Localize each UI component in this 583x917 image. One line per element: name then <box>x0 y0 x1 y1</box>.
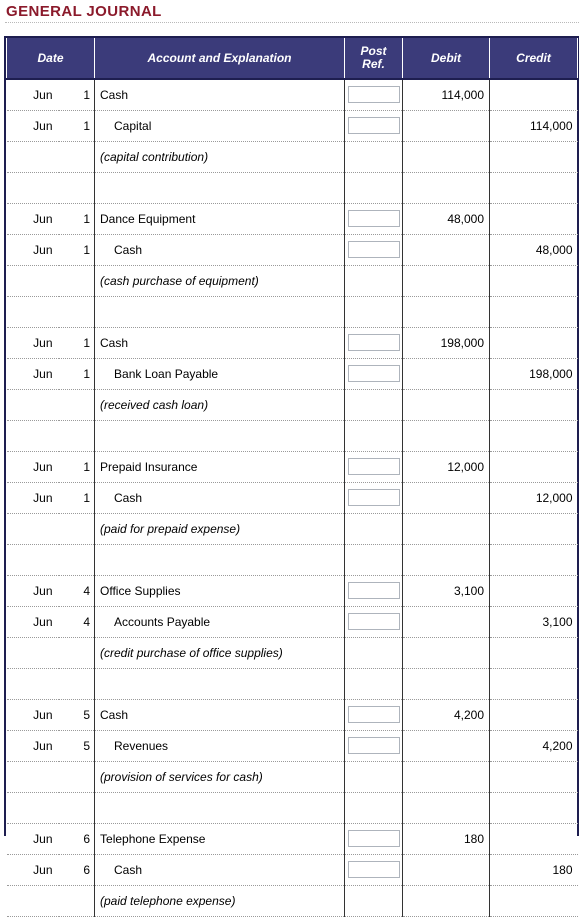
spacer-account <box>95 668 345 699</box>
credit-amount <box>490 79 578 110</box>
post-ref-input[interactable] <box>348 458 400 475</box>
debit-column-header: Debit <box>403 37 490 79</box>
date-month-text: Jun <box>33 862 53 877</box>
post-ref-cell <box>345 482 403 513</box>
debit-line-row <box>7 823 578 854</box>
date-month-empty <box>7 265 59 296</box>
spacer-row <box>7 420 578 451</box>
date-day-text: 5 <box>83 707 91 722</box>
debit-empty <box>403 265 490 296</box>
debit-empty <box>403 141 490 172</box>
date-month-empty <box>7 513 59 544</box>
credit-amount-text: 180 <box>552 862 573 877</box>
date-day-text: 6 <box>83 862 91 877</box>
spacer-post <box>345 420 403 451</box>
post-ref-input[interactable] <box>348 365 400 382</box>
post-ref-cell <box>345 823 403 854</box>
spacer-post <box>345 296 403 327</box>
post-ref-empty <box>345 637 403 668</box>
date-month-empty <box>7 761 59 792</box>
account-name <box>95 823 345 854</box>
title-divider <box>5 22 579 23</box>
account-name-text: Cash <box>100 87 129 102</box>
debit-amount <box>403 482 490 513</box>
account-name-text: Accounts Payable <box>114 614 211 629</box>
date-column-header: Date <box>7 37 95 79</box>
explanation-cell <box>95 141 345 172</box>
date-month <box>7 234 59 265</box>
spacer-credit <box>490 792 578 823</box>
credit-amount <box>490 606 578 637</box>
spacer-month <box>7 296 59 327</box>
spacer-account <box>95 172 345 203</box>
spacer-account <box>95 544 345 575</box>
spacer-credit <box>490 296 578 327</box>
credit-amount <box>490 730 578 761</box>
date-month-text: Jun <box>33 614 53 629</box>
date-day <box>59 854 95 885</box>
spacer-debit <box>403 792 490 823</box>
date-day-text: 6 <box>83 831 91 846</box>
spacer-credit <box>490 668 578 699</box>
account-column-header: Account and Explanation <box>95 37 345 79</box>
date-month <box>7 451 59 482</box>
post-ref-input[interactable] <box>348 861 400 878</box>
debit-amount <box>403 79 490 110</box>
post-ref-input[interactable] <box>348 210 400 227</box>
spacer-account <box>95 296 345 327</box>
spacer-credit <box>490 544 578 575</box>
debit-amount-text: 48,000 <box>447 211 485 226</box>
debit-amount <box>403 699 490 730</box>
credit-empty <box>490 513 578 544</box>
date-day <box>59 358 95 389</box>
debit-line-row <box>7 699 578 730</box>
date-day <box>59 606 95 637</box>
credit-amount <box>490 575 578 606</box>
spacer-row <box>7 668 578 699</box>
debit-amount-text: 114,000 <box>441 87 485 102</box>
spacer-debit <box>403 668 490 699</box>
debit-empty <box>403 389 490 420</box>
debit-amount-text: 12,000 <box>447 459 485 474</box>
post-ref-cell <box>345 606 403 637</box>
post-ref-cell <box>345 451 403 482</box>
debit-amount-text: 180 <box>463 831 485 846</box>
debit-line-row <box>7 79 578 110</box>
explanation-cell <box>95 265 345 296</box>
date-day <box>59 203 95 234</box>
date-day-empty <box>59 761 95 792</box>
account-name <box>95 482 345 513</box>
credit-amount <box>490 854 578 885</box>
date-day-text: 1 <box>83 366 91 381</box>
debit-line-row <box>7 327 578 358</box>
date-month-text: Jun <box>33 738 53 753</box>
credit-amount <box>490 234 578 265</box>
explanation-cell-text: (cash purchase of equipment) <box>100 273 259 288</box>
debit-amount <box>403 730 490 761</box>
debit-amount <box>403 358 490 389</box>
date-day-text: 1 <box>83 87 91 102</box>
debit-line-row <box>7 575 578 606</box>
date-month-text: Jun <box>33 118 53 133</box>
date-day-text: 4 <box>83 614 91 629</box>
account-name <box>95 327 345 358</box>
credit-amount-text: 114,000 <box>530 118 573 133</box>
explanation-cell-text: (paid for prepaid expense) <box>100 521 241 536</box>
spacer-debit <box>403 544 490 575</box>
account-name <box>95 854 345 885</box>
credit-amount-text: 48,000 <box>535 242 573 257</box>
account-name-text: Bank Loan Payable <box>114 366 219 381</box>
credit-amount-text: 3,100 <box>542 614 573 629</box>
journal-title: GENERAL JOURNAL <box>6 3 162 20</box>
post-ref-input[interactable] <box>348 86 400 103</box>
credit-amount <box>490 358 578 389</box>
post-ref-input[interactable] <box>348 489 400 506</box>
account-name <box>95 699 345 730</box>
explanation-row <box>7 513 578 544</box>
date-month-text: Jun <box>33 87 53 102</box>
explanation-cell <box>95 389 345 420</box>
date-day-empty <box>59 389 95 420</box>
spacer-post <box>345 544 403 575</box>
explanation-cell-text: (provision of services for cash) <box>100 769 263 784</box>
post-ref-column-header <box>345 37 403 79</box>
account-name-text: Telephone Expense <box>100 831 206 846</box>
debit-amount-text: 4,200 <box>453 707 485 722</box>
date-month <box>7 606 59 637</box>
credit-empty <box>490 637 578 668</box>
credit-line-row <box>7 854 578 885</box>
journal-body <box>7 79 578 916</box>
date-month <box>7 730 59 761</box>
spacer-day <box>59 172 95 203</box>
post-ref-header-line1: Post <box>360 44 387 58</box>
spacer-day <box>59 544 95 575</box>
credit-line-row <box>7 234 578 265</box>
date-month-text: Jun <box>33 707 53 722</box>
spacer-account <box>95 792 345 823</box>
explanation-row <box>7 389 578 420</box>
post-ref-header-line2: Ref. <box>362 57 385 71</box>
debit-amount-text: 198,000 <box>440 335 485 350</box>
debit-empty <box>403 761 490 792</box>
debit-amount <box>403 203 490 234</box>
date-month-text: Jun <box>33 459 53 474</box>
spacer-credit <box>490 172 578 203</box>
credit-column-header: Credit <box>490 37 578 79</box>
account-name-text: Cash <box>100 335 129 350</box>
date-day-empty <box>59 141 95 172</box>
date-month-empty <box>7 389 59 420</box>
explanation-cell-text: (credit purchase of office supplies) <box>100 645 283 660</box>
explanation-cell <box>95 761 345 792</box>
post-ref-input[interactable] <box>348 241 400 258</box>
account-name-text: Prepaid Insurance <box>100 459 198 474</box>
date-month-text: Jun <box>33 366 53 381</box>
date-month-empty <box>7 885 59 916</box>
account-name-text: Office Supplies <box>100 583 181 598</box>
account-name-text: Revenues <box>114 738 169 753</box>
spacer-day <box>59 420 95 451</box>
post-ref-empty <box>345 141 403 172</box>
explanation-cell-text: (received cash loan) <box>100 397 209 412</box>
account-name <box>95 358 345 389</box>
credit-empty <box>490 761 578 792</box>
spacer-month <box>7 792 59 823</box>
date-month <box>7 854 59 885</box>
debit-amount <box>403 854 490 885</box>
date-day-empty <box>59 265 95 296</box>
credit-amount <box>490 482 578 513</box>
date-day <box>59 730 95 761</box>
explanation-cell <box>95 885 345 916</box>
account-name <box>95 451 345 482</box>
spacer-post <box>345 172 403 203</box>
explanation-cell-text: (capital contribution) <box>100 149 209 164</box>
post-ref-empty <box>345 513 403 544</box>
spacer-credit <box>490 420 578 451</box>
spacer-debit <box>403 172 490 203</box>
explanation-row <box>7 637 578 668</box>
debit-empty <box>403 637 490 668</box>
date-day <box>59 482 95 513</box>
post-ref-input[interactable] <box>348 334 400 351</box>
journal-frame <box>4 36 579 908</box>
spacer-row <box>7 792 578 823</box>
debit-amount <box>403 606 490 637</box>
spacer-row <box>7 296 578 327</box>
date-month-text: Jun <box>33 211 53 226</box>
credit-empty <box>490 885 578 916</box>
post-ref-input[interactable] <box>348 582 400 599</box>
account-name <box>95 730 345 761</box>
date-month <box>7 79 59 110</box>
account-name <box>95 234 345 265</box>
post-ref-input[interactable] <box>348 706 400 723</box>
date-day <box>59 79 95 110</box>
explanation-row <box>7 761 578 792</box>
credit-line-row <box>7 730 578 761</box>
credit-amount <box>490 203 578 234</box>
date-day-text: 1 <box>83 118 91 133</box>
account-name <box>95 203 345 234</box>
account-name <box>95 110 345 141</box>
date-day-text: 5 <box>83 738 91 753</box>
spacer-debit <box>403 420 490 451</box>
explanation-row <box>7 141 578 172</box>
post-ref-cell <box>345 730 403 761</box>
post-ref-input[interactable] <box>348 737 400 754</box>
post-ref-cell <box>345 327 403 358</box>
date-month-text: Jun <box>33 490 53 505</box>
credit-amount-text: 12,000 <box>535 490 573 505</box>
credit-amount <box>490 451 578 482</box>
credit-line-row <box>7 358 578 389</box>
credit-amount <box>490 823 578 854</box>
spacer-day <box>59 668 95 699</box>
post-ref-empty <box>345 265 403 296</box>
date-day <box>59 575 95 606</box>
account-name-text: Cash <box>114 862 143 877</box>
account-name-text: Capital <box>114 118 152 133</box>
post-ref-cell <box>345 110 403 141</box>
explanation-row <box>7 265 578 296</box>
date-month <box>7 699 59 730</box>
explanation-cell <box>95 637 345 668</box>
post-ref-empty <box>345 761 403 792</box>
date-month-empty <box>7 637 59 668</box>
date-month <box>7 327 59 358</box>
date-day-text: 1 <box>83 459 91 474</box>
account-name <box>95 606 345 637</box>
account-name-text: Cash <box>100 707 129 722</box>
post-ref-cell <box>345 854 403 885</box>
post-ref-cell <box>345 699 403 730</box>
post-ref-empty <box>345 389 403 420</box>
spacer-post <box>345 792 403 823</box>
date-day-text: 1 <box>83 211 91 226</box>
debit-amount <box>403 327 490 358</box>
credit-amount <box>490 699 578 730</box>
credit-amount-text: 198,000 <box>529 366 573 381</box>
credit-line-row <box>7 482 578 513</box>
date-month <box>7 482 59 513</box>
credit-empty <box>490 389 578 420</box>
journal-table <box>6 36 578 917</box>
spacer-row <box>7 544 578 575</box>
date-month <box>7 575 59 606</box>
date-month <box>7 358 59 389</box>
date-day-empty <box>59 637 95 668</box>
debit-amount-text: 3,100 <box>453 583 485 598</box>
account-name-text: Cash <box>114 242 143 257</box>
post-ref-cell <box>345 234 403 265</box>
post-ref-input[interactable] <box>348 117 400 134</box>
date-day-text: 4 <box>83 583 91 598</box>
post-ref-cell <box>345 203 403 234</box>
date-day-text: 1 <box>83 335 91 350</box>
spacer-month <box>7 668 59 699</box>
debit-empty <box>403 885 490 916</box>
spacer-month <box>7 420 59 451</box>
debit-amount <box>403 575 490 606</box>
explanation-cell-text: (paid telephone expense) <box>100 893 236 908</box>
spacer-day <box>59 296 95 327</box>
credit-amount <box>490 110 578 141</box>
spacer-row <box>7 172 578 203</box>
credit-amount <box>490 327 578 358</box>
spacer-month <box>7 544 59 575</box>
date-month <box>7 203 59 234</box>
debit-amount <box>403 234 490 265</box>
credit-line-row <box>7 110 578 141</box>
date-day <box>59 451 95 482</box>
post-ref-cell <box>345 79 403 110</box>
date-month-text: Jun <box>33 335 53 350</box>
post-ref-cell <box>345 358 403 389</box>
debit-amount <box>403 451 490 482</box>
date-month-empty <box>7 141 59 172</box>
account-name <box>95 575 345 606</box>
credit-empty <box>490 265 578 296</box>
explanation-row <box>7 885 578 916</box>
date-month <box>7 110 59 141</box>
date-month-text: Jun <box>33 242 53 257</box>
date-month-text: Jun <box>33 583 53 598</box>
credit-empty <box>490 141 578 172</box>
date-day-text: 1 <box>83 242 91 257</box>
debit-empty <box>403 513 490 544</box>
credit-amount-text: 4,200 <box>542 738 573 753</box>
date-day-empty <box>59 513 95 544</box>
date-day <box>59 327 95 358</box>
spacer-month <box>7 172 59 203</box>
date-month <box>7 823 59 854</box>
spacer-day <box>59 792 95 823</box>
spacer-account <box>95 420 345 451</box>
explanation-cell <box>95 513 345 544</box>
debit-line-row <box>7 203 578 234</box>
post-ref-empty <box>345 885 403 916</box>
post-ref-input[interactable] <box>348 830 400 847</box>
date-month-text: Jun <box>33 831 53 846</box>
debit-amount <box>403 823 490 854</box>
credit-line-row <box>7 606 578 637</box>
date-day-empty <box>59 885 95 916</box>
spacer-post <box>345 668 403 699</box>
date-day-text: 1 <box>83 490 91 505</box>
debit-amount <box>403 110 490 141</box>
account-name <box>95 79 345 110</box>
account-name-text: Dance Equipment <box>100 211 196 226</box>
date-day <box>59 234 95 265</box>
date-day <box>59 110 95 141</box>
date-day <box>59 823 95 854</box>
spacer-debit <box>403 296 490 327</box>
post-ref-input[interactable] <box>348 613 400 630</box>
date-day <box>59 699 95 730</box>
account-name-text: Cash <box>114 490 143 505</box>
post-ref-cell <box>345 575 403 606</box>
header-row <box>7 37 578 79</box>
debit-line-row <box>7 451 578 482</box>
